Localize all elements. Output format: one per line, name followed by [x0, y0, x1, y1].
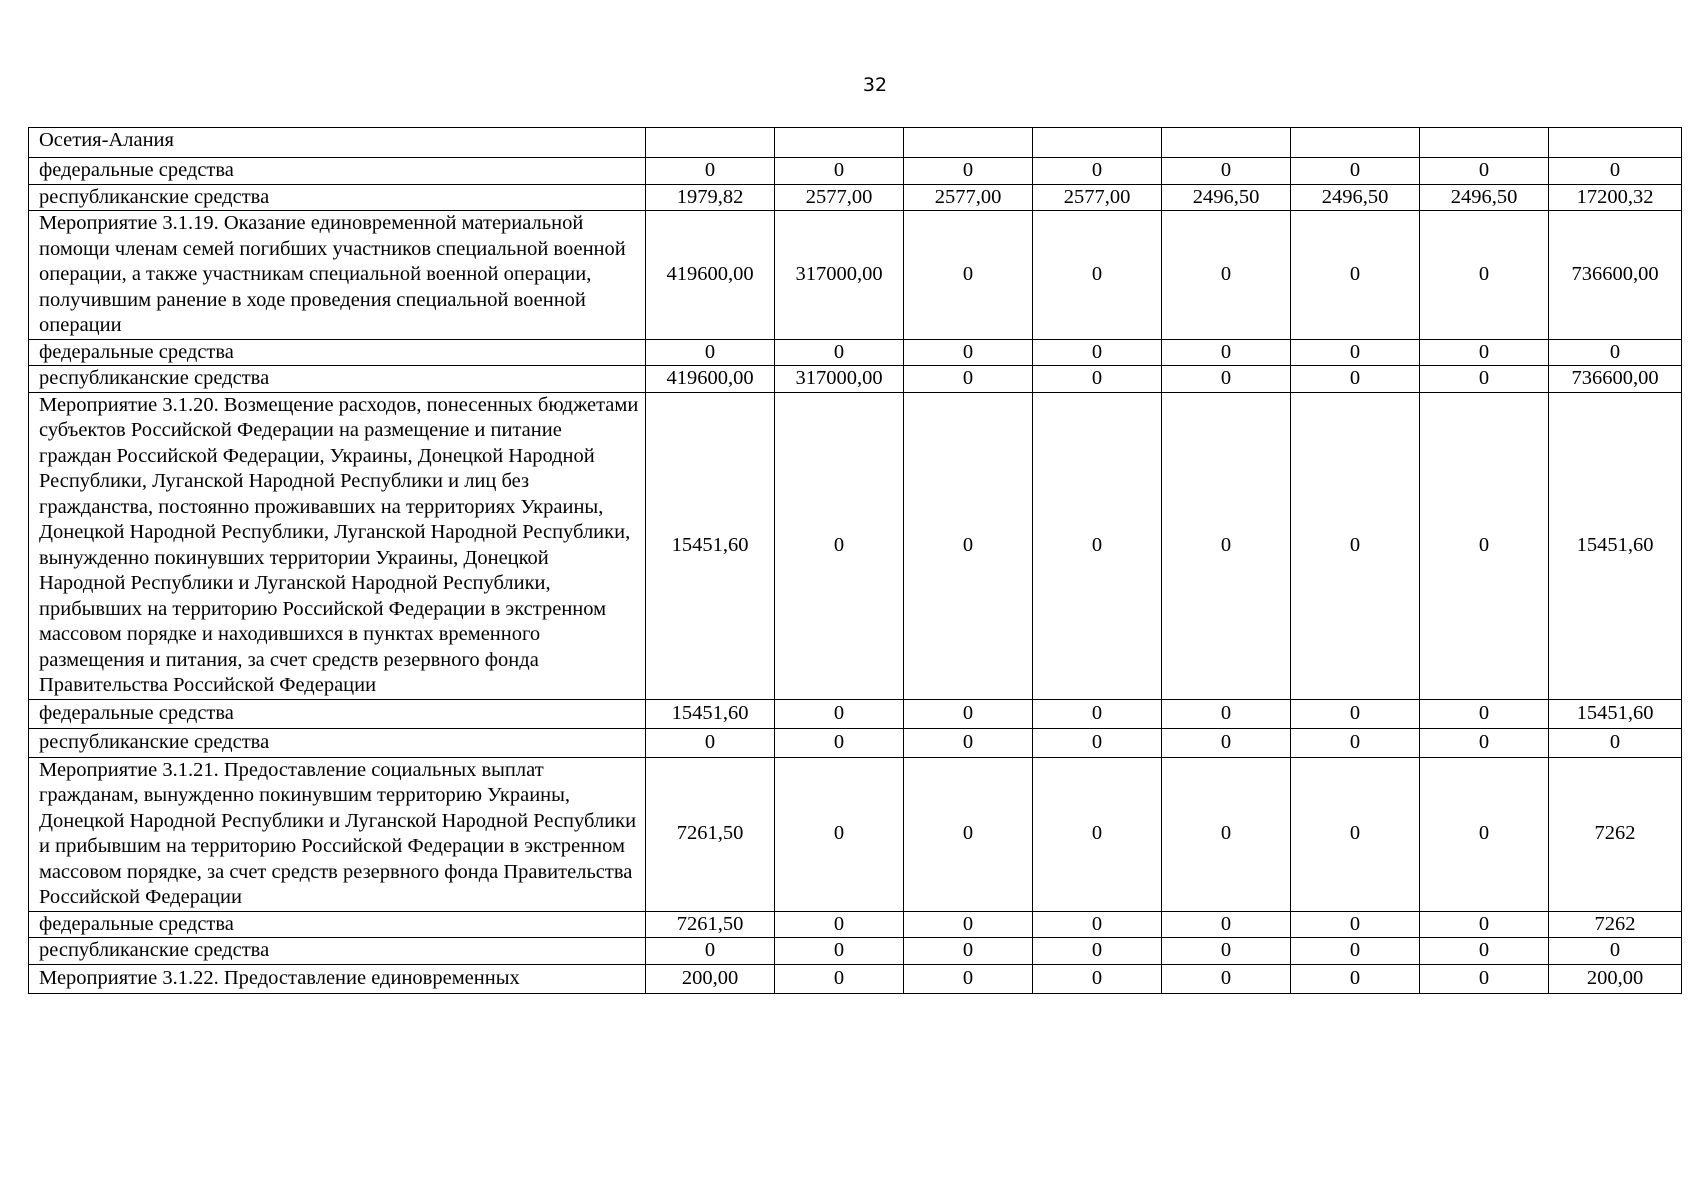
value-cell: 0 — [1162, 392, 1291, 699]
row-label: Мероприятие 3.1.19. Оказание единовременной материальной помощи членам семей погибших участников специальной военной операции, а также участникам специальной военной операции, получившим ранение в ходе проведения специальной военной операции — [29, 211, 646, 340]
value-cell: 200,00 — [646, 964, 775, 993]
value-cell: 0 — [1420, 911, 1549, 938]
value-cell: 0 — [775, 964, 904, 993]
value-cell: 0 — [904, 964, 1033, 993]
value-cell: 0 — [1420, 211, 1549, 340]
value-cell: 0 — [904, 366, 1033, 393]
row-label: Мероприятие 3.1.21. Предоставление социальных выплат гражданам, вынужденно покинувшим территорию Украины, Донецкой Народной Республики и Луганской Народной Республики и прибывшим на территорию Российской Федерации в экстренном массовом порядке, за счет средств резервного фонда Правительства Российской Федерации — [29, 757, 646, 911]
row-label: республиканские средства — [29, 184, 646, 211]
value-cell: 7261,50 — [646, 757, 775, 911]
row-label: республиканские средства — [29, 728, 646, 757]
value-cell: 0 — [1549, 938, 1682, 965]
value-cell — [904, 128, 1033, 158]
value-cell: 0 — [1033, 938, 1162, 965]
value-cell: 0 — [1162, 728, 1291, 757]
value-cell — [646, 128, 775, 158]
value-cell: 200,00 — [1549, 964, 1682, 993]
value-cell: 736600,00 — [1549, 211, 1682, 340]
value-cell: 0 — [1162, 757, 1291, 911]
value-cell: 15451,60 — [1549, 699, 1682, 728]
value-cell: 1979,82 — [646, 184, 775, 211]
value-cell: 2577,00 — [904, 184, 1033, 211]
value-cell: 0 — [1162, 366, 1291, 393]
value-cell: 0 — [1033, 392, 1162, 699]
value-cell: 2496,50 — [1420, 184, 1549, 211]
value-cell: 419600,00 — [646, 211, 775, 340]
value-cell: 15451,60 — [646, 392, 775, 699]
value-cell: 0 — [1162, 964, 1291, 993]
value-cell: 0 — [1033, 728, 1162, 757]
table-row — [29, 128, 1682, 158]
value-cell — [1420, 128, 1549, 158]
table-row — [29, 728, 1682, 757]
value-cell: 0 — [1420, 339, 1549, 366]
row-label: федеральные средства — [29, 339, 646, 366]
value-cell: 0 — [1420, 392, 1549, 699]
table-row — [29, 158, 1682, 185]
value-cell: 0 — [904, 699, 1033, 728]
value-cell: 0 — [646, 158, 775, 185]
value-cell: 0 — [1420, 699, 1549, 728]
table-row — [29, 938, 1682, 965]
value-cell: 0 — [1033, 964, 1162, 993]
value-cell: 0 — [904, 392, 1033, 699]
value-cell: 317000,00 — [775, 366, 904, 393]
value-cell: 0 — [775, 757, 904, 911]
value-cell: 0 — [904, 757, 1033, 911]
value-cell: 17200,32 — [1549, 184, 1682, 211]
value-cell — [775, 128, 904, 158]
value-cell: 0 — [775, 938, 904, 965]
value-cell: 0 — [1033, 366, 1162, 393]
value-cell: 0 — [904, 339, 1033, 366]
value-cell: 7262 — [1549, 757, 1682, 911]
value-cell: 0 — [1033, 757, 1162, 911]
value-cell — [1549, 128, 1682, 158]
value-cell: 0 — [1420, 728, 1549, 757]
value-cell: 0 — [775, 392, 904, 699]
value-cell: 317000,00 — [775, 211, 904, 340]
value-cell: 7262 — [1549, 911, 1682, 938]
row-label: Мероприятие 3.1.20. Возмещение расходов, понесенных бюджетами субъектов Российской Федерации на размещение и питание граждан Российской Федерации, Украины, Донецкой Народной Республики, Луганской Народной Республики и лиц без гражданства, постоянно проживавших на территориях Украины, Донецкой Народной Республики, Луганской Народной Республики, вынужденно покинувших территории Украины, Донецкой Народной Республики и Луганской Народной Республики, прибывших на территорию Российской Федерации в экстренном массовом порядке и находившихся в пунктах временного размещения и питания, за счет средств резервного фонда Правительства Российской Федерации — [29, 392, 646, 699]
value-cell: 0 — [775, 699, 904, 728]
value-cell: 0 — [775, 911, 904, 938]
value-cell — [1033, 128, 1162, 158]
value-cell: 0 — [775, 339, 904, 366]
value-cell: 2577,00 — [1033, 184, 1162, 211]
value-cell: 0 — [1549, 158, 1682, 185]
value-cell: 2577,00 — [775, 184, 904, 211]
value-cell: 0 — [1291, 392, 1420, 699]
value-cell: 0 — [1291, 911, 1420, 938]
row-label: республиканские средства — [29, 938, 646, 965]
budget-table — [28, 127, 1682, 994]
row-label: федеральные средства — [29, 158, 646, 185]
value-cell: 0 — [904, 938, 1033, 965]
value-cell: 0 — [1291, 211, 1420, 340]
value-cell: 0 — [1549, 728, 1682, 757]
value-cell: 0 — [775, 158, 904, 185]
value-cell: 0 — [646, 339, 775, 366]
value-cell: 0 — [646, 938, 775, 965]
value-cell: 0 — [1291, 366, 1420, 393]
value-cell: 0 — [1291, 699, 1420, 728]
value-cell: 0 — [904, 211, 1033, 340]
value-cell: 0 — [1549, 339, 1682, 366]
value-cell: 0 — [1033, 699, 1162, 728]
table-row — [29, 366, 1682, 393]
value-cell: 7261,50 — [646, 911, 775, 938]
value-cell: 2496,50 — [1162, 184, 1291, 211]
table-row — [29, 392, 1682, 699]
value-cell: 0 — [1162, 938, 1291, 965]
table-row — [29, 699, 1682, 728]
value-cell: 0 — [904, 911, 1033, 938]
value-cell: 0 — [1291, 757, 1420, 911]
value-cell: 0 — [1162, 339, 1291, 366]
value-cell: 15451,60 — [646, 699, 775, 728]
table-row — [29, 911, 1682, 938]
table-row — [29, 964, 1682, 993]
value-cell — [1162, 128, 1291, 158]
value-cell: 0 — [1420, 757, 1549, 911]
value-cell: 0 — [1162, 211, 1291, 340]
value-cell: 0 — [1162, 699, 1291, 728]
value-cell: 0 — [1420, 964, 1549, 993]
value-cell — [1291, 128, 1420, 158]
value-cell: 0 — [1291, 938, 1420, 965]
table-row — [29, 211, 1682, 340]
value-cell: 0 — [1162, 158, 1291, 185]
page-number: 32 — [862, 74, 888, 96]
value-cell: 0 — [646, 728, 775, 757]
table-row — [29, 757, 1682, 911]
value-cell: 0 — [1291, 158, 1420, 185]
value-cell: 0 — [1033, 158, 1162, 185]
value-cell: 736600,00 — [1549, 366, 1682, 393]
value-cell: 0 — [904, 728, 1033, 757]
value-cell: 0 — [904, 158, 1033, 185]
row-label: Мероприятие 3.1.22. Предоставление единовременных — [29, 964, 646, 993]
value-cell: 15451,60 — [1549, 392, 1682, 699]
value-cell: 0 — [1420, 366, 1549, 393]
table-body — [29, 128, 1682, 994]
value-cell: 2496,50 — [1291, 184, 1420, 211]
row-label: федеральные средства — [29, 911, 646, 938]
value-cell: 0 — [1420, 158, 1549, 185]
table-row — [29, 339, 1682, 366]
value-cell: 0 — [1033, 211, 1162, 340]
row-label: республиканские средства — [29, 366, 646, 393]
value-cell: 419600,00 — [646, 366, 775, 393]
value-cell: 0 — [1033, 339, 1162, 366]
value-cell: 0 — [1162, 911, 1291, 938]
value-cell: 0 — [1420, 938, 1549, 965]
value-cell: 0 — [1291, 964, 1420, 993]
value-cell: 0 — [1291, 339, 1420, 366]
row-label: Осетия-Алания — [29, 128, 646, 158]
table-row — [29, 184, 1682, 211]
value-cell: 0 — [1291, 728, 1420, 757]
value-cell: 0 — [1033, 911, 1162, 938]
row-label: федеральные средства — [29, 699, 646, 728]
value-cell: 0 — [775, 728, 904, 757]
